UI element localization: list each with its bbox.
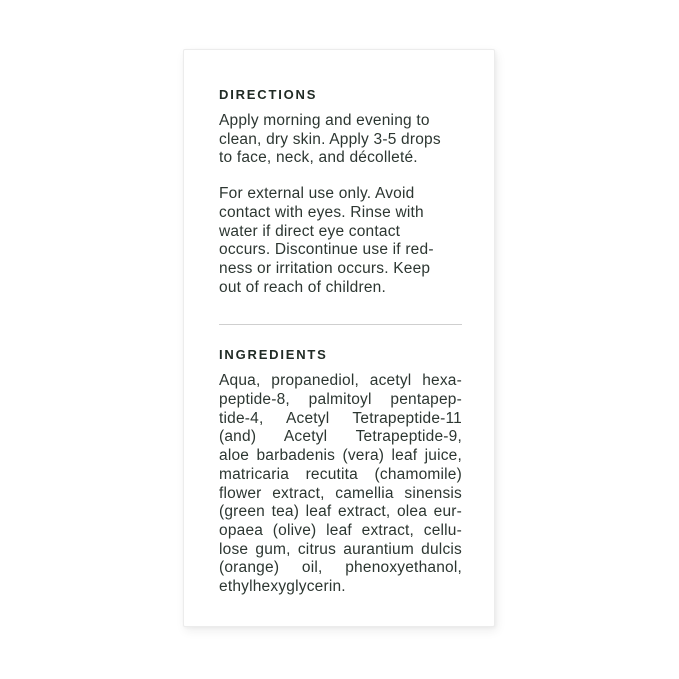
text-line: (and) Acetyl Tetrapeptide-9,: [219, 428, 462, 446]
section-divider: [219, 324, 462, 325]
text-line: flower extract, camellia sinensis: [219, 484, 462, 502]
text-line: Aqua, propanediol, acetyl hexa-: [219, 372, 462, 390]
text-line: peptide-8, palmitoyl pentapep-: [219, 391, 462, 409]
text-line: water if direct eye contact: [219, 222, 401, 240]
text-line: aloe barbadenis (vera) leaf juice,: [219, 447, 462, 465]
text-line: lose gum, citrus aurantium dulcis: [219, 540, 462, 558]
text-line: clean, dry skin. Apply 3-5 drops: [219, 130, 441, 148]
text-line: ness or irritation occurs. Keep: [219, 259, 431, 277]
text-line: For external use only. Avoid: [219, 185, 415, 203]
text-line: Apply morning and evening to: [219, 112, 430, 129]
label-card: [183, 49, 495, 627]
text-line: out of reach of children.: [219, 278, 386, 296]
text-line: opaea (olive) leaf extract, cellu-: [219, 521, 462, 539]
ingredients-section: [219, 347, 462, 596]
text-line: (green tea) leaf extract, olea eur-: [219, 503, 462, 521]
ingredients-paragraph: [219, 372, 462, 596]
text-line: to face, neck, and décolleté.: [219, 149, 418, 167]
text-line: occurs. Discontinue use if red-: [219, 241, 434, 259]
text-line: ethylhexyglycerin.: [219, 578, 346, 596]
text-line: tide-4, Acetyl Tetrapeptide-11: [219, 409, 462, 427]
text-line: (orange) oil, phenoxyethanol,: [219, 559, 462, 577]
directions-usage-paragraph: [219, 112, 462, 168]
directions-warning-paragraph: [219, 185, 462, 297]
ingredients-heading: INGREDIENTS: [219, 347, 328, 363]
text-line: matricaria recutita (chamomile): [219, 465, 462, 483]
text-line: contact with eyes. Rinse with: [219, 203, 424, 221]
directions-heading: DIRECTIONS: [219, 87, 318, 102]
directions-section: [219, 87, 462, 297]
